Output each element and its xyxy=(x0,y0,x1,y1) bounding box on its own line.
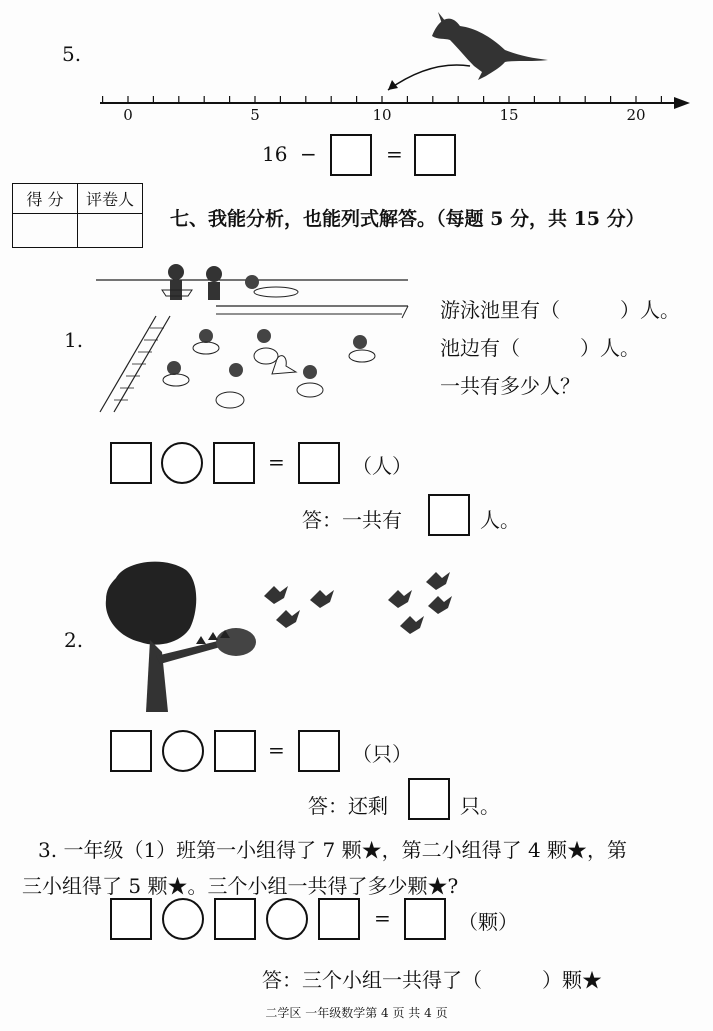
swan-float-icon xyxy=(272,356,296,374)
q5-minuend: 16 xyxy=(262,142,288,166)
p2-box-2[interactable] xyxy=(214,730,256,772)
p1-line3: 一共有多少人？ xyxy=(440,374,580,398)
q5-minus: − xyxy=(300,142,317,166)
tree-icon xyxy=(106,562,256,712)
bird-icon xyxy=(388,590,412,608)
bird-icon xyxy=(276,610,300,628)
bird-icon xyxy=(400,616,424,634)
p3-unit: （颗） xyxy=(458,910,518,934)
bird-flock-right xyxy=(388,572,452,634)
p2-answer-box[interactable] xyxy=(408,778,450,820)
axis-arrow xyxy=(674,97,690,109)
p2-unit: （只） xyxy=(352,742,412,766)
grader-cell[interactable] xyxy=(78,214,143,248)
swimmer-icon xyxy=(254,329,278,364)
swimmer-icon xyxy=(193,329,219,354)
p3-box-3[interactable] xyxy=(318,898,360,940)
p1-line1: 游泳池里有（ ）人。 xyxy=(440,298,680,322)
kangaroo-icon xyxy=(432,12,548,80)
swimmer-icon xyxy=(297,365,323,397)
p3-box-result[interactable] xyxy=(404,898,446,940)
q5-answer-box-2[interactable] xyxy=(414,134,456,176)
person-icon xyxy=(206,266,222,300)
p1-box-2[interactable] xyxy=(213,442,255,484)
p3-box-2[interactable] xyxy=(214,898,256,940)
p2-answer-suffix: 只。 xyxy=(460,794,500,818)
tick-label: 10 xyxy=(372,106,392,124)
p1-answer-box[interactable] xyxy=(428,494,470,536)
p1-answer-suffix: 人。 xyxy=(480,508,520,532)
q5-number: 5. xyxy=(62,42,82,66)
p3-line2: 三小组得了 5 颗★。三个小组一共得了多少颗★? xyxy=(22,874,459,898)
swimmer-icon xyxy=(216,363,244,408)
p3-line1: 3. 一年级（1）班第一小组得了 7 颗★，第二小组得了 4 颗★，第 xyxy=(38,838,628,862)
p2-number: 2. xyxy=(64,628,84,652)
person-icon xyxy=(162,264,192,300)
p2-box-result[interactable] xyxy=(298,730,340,772)
p1-operator-circle[interactable] xyxy=(161,442,203,484)
swimmer-icon xyxy=(349,335,375,362)
swimmer-icon xyxy=(163,361,189,386)
score-cell[interactable] xyxy=(13,214,78,248)
p1-unit: （人） xyxy=(352,454,412,478)
p1-number: 1. xyxy=(64,328,84,352)
p1-answer-prefix: 答：一共有 xyxy=(302,508,402,532)
bird-icon xyxy=(310,590,334,608)
bird-icon xyxy=(264,586,288,604)
grader-header: 评卷人 xyxy=(78,184,143,214)
p3-answer: 答：三个小组一共得了（ ）颗★ xyxy=(262,968,602,992)
p2-box-1[interactable] xyxy=(110,730,152,772)
tick-label: 15 xyxy=(499,106,519,124)
section-title: 七、我能分析，也能列式解答。（每题 5 分，共 15 分） xyxy=(170,208,645,230)
p1-box-result[interactable] xyxy=(298,442,340,484)
tick-label: 5 xyxy=(250,106,260,124)
p1-line2: 池边有（ ）人。 xyxy=(440,336,640,360)
p2-equals: = xyxy=(268,738,285,762)
person-icon xyxy=(245,275,298,297)
p3-equals: = xyxy=(374,906,391,930)
p1-box-1[interactable] xyxy=(110,442,152,484)
p3-operator-circle-1[interactable] xyxy=(162,898,204,940)
q5-equals: = xyxy=(386,142,403,166)
bird-icon xyxy=(426,572,450,590)
p1-equals: = xyxy=(268,450,285,474)
p3-operator-circle-2[interactable] xyxy=(266,898,308,940)
page-footer: 二学区 一年级数学第 4 页 共 4 页 xyxy=(265,1006,448,1020)
axis-ticks xyxy=(103,96,662,103)
score-header: 得 分 xyxy=(13,184,78,214)
number-line-figure xyxy=(0,0,713,140)
tick-label: 0 xyxy=(123,106,133,124)
tick-label: 20 xyxy=(626,106,646,124)
p3-box-1[interactable] xyxy=(110,898,152,940)
p2-operator-circle[interactable] xyxy=(162,730,204,772)
tree-birds-illustration xyxy=(96,556,466,716)
jump-arc xyxy=(388,65,470,90)
bird-icon xyxy=(428,596,452,614)
swimming-pool-illustration xyxy=(96,262,416,422)
q5-answer-box-1[interactable] xyxy=(330,134,372,176)
p2-answer-prefix: 答：还剩 xyxy=(308,794,388,818)
bird-flock-left xyxy=(264,586,334,628)
score-table xyxy=(12,183,143,248)
